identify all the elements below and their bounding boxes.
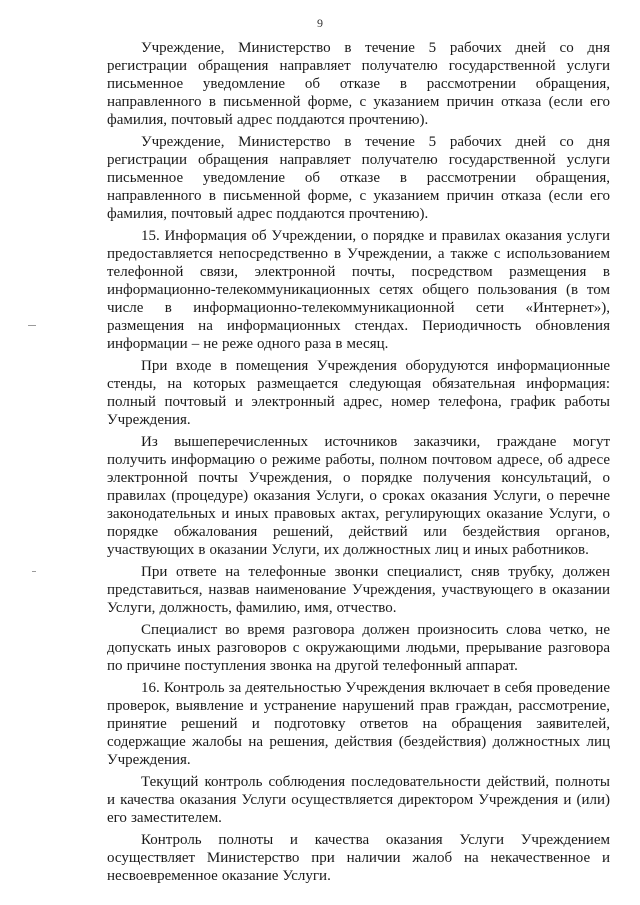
paragraph: Специалист во время разговора должен произносить слова четко, не допускать иных разговоров с окружающими людьми, прерывание разговора по причине поступления звонка на другой телефонный аппарат. (107, 622, 610, 674)
margin-mark (32, 571, 36, 572)
page-number: 9 (317, 16, 323, 30)
paragraph: Учреждение, Министерство в течение 5 рабочих дней со дня регистрации обращения направляет получателю государственной услуги письменное уведомление об отказе в рассмотрении обращения, направленного в письменной форме, с указанием причин отказа (если его фамилия, почтовый адрес поддаются прочтению). (107, 40, 610, 128)
paragraph: 16. Контроль за деятельностью Учреждения включает в себя проведение проверок, выявление и устранение нарушений прав граждан, рассмотрение, принятие решений и подготовку ответов на обращения заявителей, содержащие жалобы на решения, действия (бездействия) должностных лиц Учреждения. (107, 680, 610, 768)
paragraph: Учреждение, Министерство в течение 5 рабочих дней со дня регистрации обращения направляет получателю государственной услуги письменное уведомление об отказе в рассмотрении обращения, направленного в письменной форме, с указанием причин отказа (если его фамилия, почтовый адрес поддаются прочтению). (107, 134, 610, 222)
paragraph: Из вышеперечисленных источников заказчики, граждане могут получить информацию о режиме работы, полном почтовом адресе, об адресе электронной почты Учреждения, о порядке получения консультаций, о правилах (процедуре) оказания Услуги, о сроках оказания Услуги, о перечне законодательных и иных правовых актах, регулирующих оказание Услуги, о порядке обжалования решений, действий или бездействия органов, участвующих в оказании Услуги, их должностных лиц и иных работников. (107, 434, 610, 558)
paragraph: 15. Информация об Учреждении, о порядке и правилах оказания услуги предоставляется непосредственно в Учреждении, а также с использованием телефонной связи, электронной почты, посредством размещения в информационно-телекоммуникационных сетях общего пользования (в том числе в информационно-телекоммуникационной сети «Интернет»), размещения на информационных стендах. Периодичность обновления информации – не реже одного раза в месяц. (107, 228, 610, 352)
paragraph: При входе в помещения Учреждения оборудуются информационные стенды, на которых размещается следующая обязательная информация: полный почтовый и электронный адрес, номер телефона, график работы Учреждения. (107, 358, 610, 428)
paragraph: Текущий контроль соблюдения последовательности действий, полноты и качества оказания Услуги осуществляется директором Учреждения и (или) его заместителем. (107, 774, 610, 826)
margin-mark (28, 325, 36, 326)
document-body (107, 39, 610, 885)
paragraph: Контроль полноты и качества оказания Услуги Учреждением осуществляет Министерство при наличии жалоб на некачественное и несвоевременное оказание Услуги. (107, 832, 610, 884)
paragraph: При ответе на телефонные звонки специалист, сняв трубку, должен представиться, назвав наименование Учреждения, участвующего в оказании Услуги, должность, фамилию, имя, отчество. (107, 564, 610, 616)
